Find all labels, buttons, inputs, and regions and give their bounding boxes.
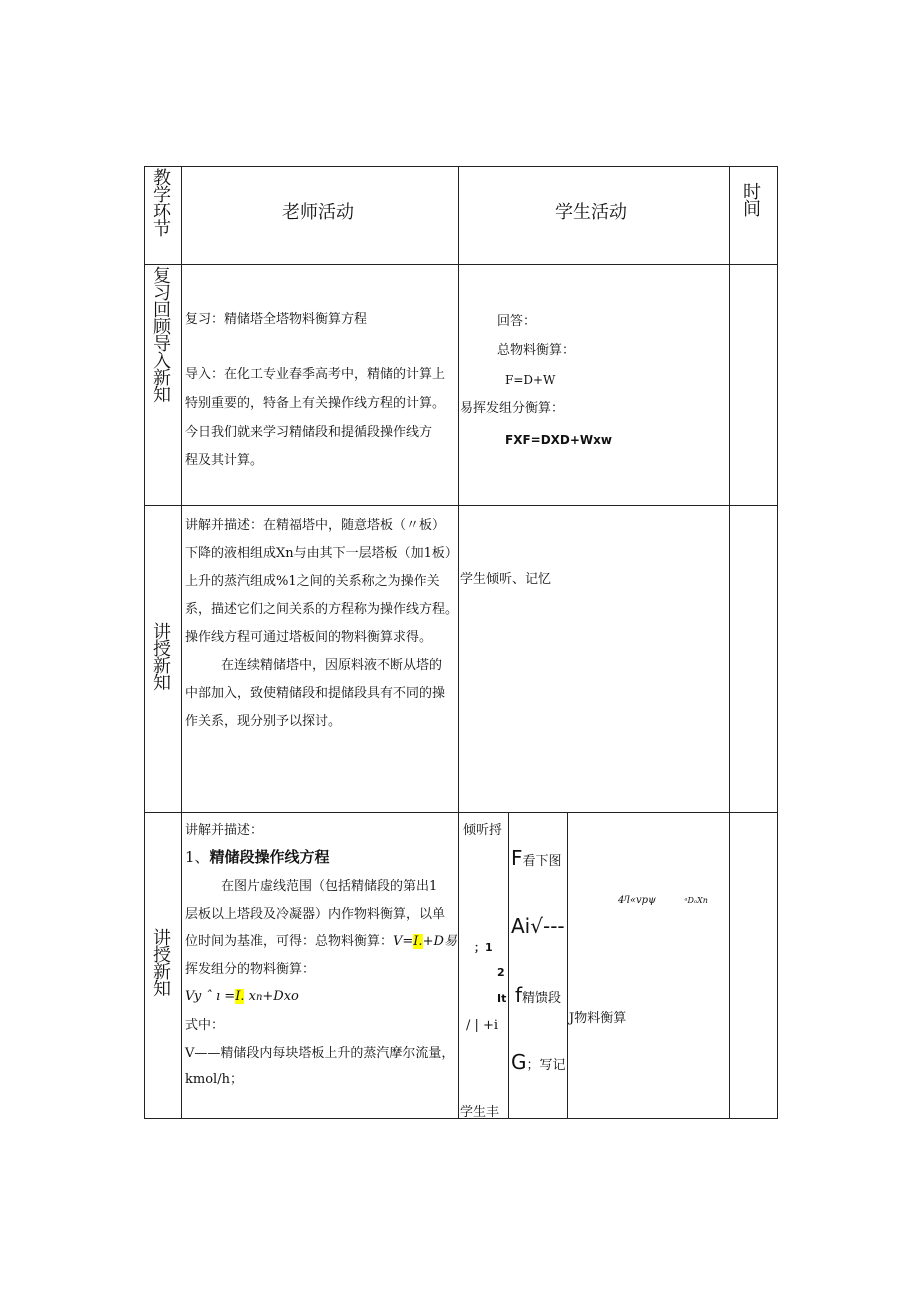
table-subcol-divider-b: [567, 812, 568, 1119]
row2-section-label: 讲授新知: [153, 622, 171, 694]
row2-teacher-line-1: 讲解并描述：在精福塔中，随意塔板（〃板）: [185, 518, 446, 533]
table-border-header-bottom: [144, 264, 778, 265]
row3-eq2-rest: +Dxo: [262, 989, 299, 1004]
row3-eq2-vy: Vy: [185, 989, 202, 1004]
header-col-teacher: 老师活动: [282, 202, 354, 223]
row3-student-b-3: [515, 983, 562, 1008]
row2-teacher-line-7: 中部加入，致使精储段和提储段具有不同的操: [185, 686, 446, 701]
row1-student-equation-2: FXF=DXD+Wxw: [505, 433, 612, 447]
row3-teacher-heading: [185, 848, 330, 866]
row1-student-total-balance: 总物料衡算：: [497, 343, 576, 358]
row3-student-b-3-big: f: [515, 983, 523, 1007]
row1-teacher-line-3: 特别重要的，特备上有关操作线方程的计算。: [185, 396, 446, 411]
row3-student-b-4-big: G: [511, 1050, 527, 1074]
row3-student-a-5: / | +i: [466, 1018, 499, 1033]
row3-eq2-highlight: I.: [235, 989, 245, 1004]
table-border-right: [777, 166, 778, 1119]
row3-student-c-1a: 4ᶠl«vpψ: [618, 895, 656, 906]
row3-eq2-x: x: [248, 989, 256, 1004]
row3-student-a-4: It: [497, 992, 507, 1005]
row2-teacher-line-6: 在连续精储塔中，因原料液不断从塔的: [221, 658, 443, 673]
row3-student-c-1b: ᵃDₒXn: [684, 896, 708, 905]
row3-teacher-equation-2: [185, 988, 299, 1007]
row3-teacher-line-10: kmol/h；: [185, 1072, 243, 1087]
row3-teacher-line-4: 层板以上塔段及冷凝器）内作物料衡算，以单: [185, 907, 446, 922]
row2-teacher-line-2: 下降的液相组成Xn与由其下一层塔板（加1板）: [185, 546, 458, 561]
row3-total-balance-label: 位时间为基准，可得：总物料衡算：: [185, 934, 394, 949]
row3-teacher-line-5: [185, 933, 457, 951]
table-border-top: [144, 166, 778, 167]
table-subcol-divider-a: [508, 812, 509, 1119]
row3-teacher-line-9: V——精储段内每块塔板上升的蒸汽摩尔流量，: [185, 1046, 455, 1061]
row3-student-a-6: 学生丰: [460, 1105, 500, 1118]
header-col-time: 时间: [743, 182, 761, 220]
row3-student-b-4-text: ；写记: [526, 1058, 566, 1073]
row3-student-b-2: Ai√---: [511, 914, 565, 938]
row3-student-b-1-text: 看下图: [522, 854, 562, 869]
row3-heading-title: 精储段操作线方程: [209, 848, 330, 866]
row1-teacher-line-4: 今日我们就来学习精储段和提循段操作线方: [185, 425, 433, 440]
row3-student-b-1: [511, 846, 562, 871]
row3-teacher-intro: 讲解并描述：: [185, 823, 264, 838]
row1-teacher-line-1: 复习：精储塔全塔物料衡算方程: [185, 312, 368, 327]
row3-section-label: 讲授新知: [153, 928, 171, 1000]
row3-eq2-sub: ˆ ı =: [205, 989, 236, 1004]
row3-student-c-1: [618, 892, 708, 910]
table-border-row1-bottom: [144, 505, 778, 506]
row3-student-a-3: 2: [497, 966, 505, 979]
row1-student-answer: 回答：: [497, 314, 537, 329]
row2-teacher-line-4: 系，描述它们之间关系的方程称为操作线方程。: [185, 602, 459, 617]
row3-teacher-line-6: 挥发组分的物料衡算：: [185, 962, 316, 977]
row1-student-equation-1: F=D+W: [505, 373, 556, 387]
row2-teacher-line-5: 操作线方程可通过塔板间的物料衡算求得。: [185, 630, 433, 645]
row3-student-a-2: ；1: [474, 941, 493, 954]
row2-teacher-line-8: 作关系，现分别予以探讨。: [185, 714, 342, 729]
header-col-section: 教学环节: [153, 168, 171, 240]
row1-student-volatile-balance: 易挥发组分衡算：: [460, 401, 565, 416]
table-col-divider-3: [729, 166, 730, 1119]
row3-eq1-v: V=: [393, 934, 414, 949]
row3-student-a-1: 倾听捋: [463, 823, 503, 838]
table-border-bottom: [144, 1118, 778, 1119]
row3-student-c-2: J物料衡算: [569, 1011, 627, 1026]
row1-section-label: 复习回顾导入新知: [153, 266, 171, 406]
table-border-left: [144, 166, 145, 1119]
row3-eq1-rest: +D易: [422, 934, 457, 949]
row3-student-b-1-big: F: [511, 846, 523, 870]
row1-teacher-line-2: 导入：在化工专业春季高考中，精储的计算上: [185, 367, 446, 382]
row3-heading-number: 1、: [185, 848, 210, 866]
row3-eq1-highlight: I.: [413, 934, 423, 949]
table-col-divider-1: [181, 166, 182, 1119]
table-col-divider-2: [458, 166, 459, 1119]
header-col-student: 学生活动: [555, 202, 627, 223]
row2-student-activity: 学生倾听、记忆: [460, 572, 552, 587]
row3-teacher-line-8: 式中：: [185, 1018, 225, 1033]
row3-student-b-4: [511, 1050, 566, 1075]
row3-student-b-3-text: 精馈段: [522, 991, 562, 1006]
table-border-row2-bottom: [144, 812, 778, 813]
row3-teacher-line-3: 在图片虚线范围（包括精储段的第出1: [221, 879, 438, 894]
row2-teacher-line-3: 上升的蒸汽组成%1之间的关系称之为操作关: [185, 574, 440, 589]
row3-eq2-n: n: [255, 992, 263, 1003]
row1-teacher-line-5: 程及其计算。: [185, 453, 264, 468]
